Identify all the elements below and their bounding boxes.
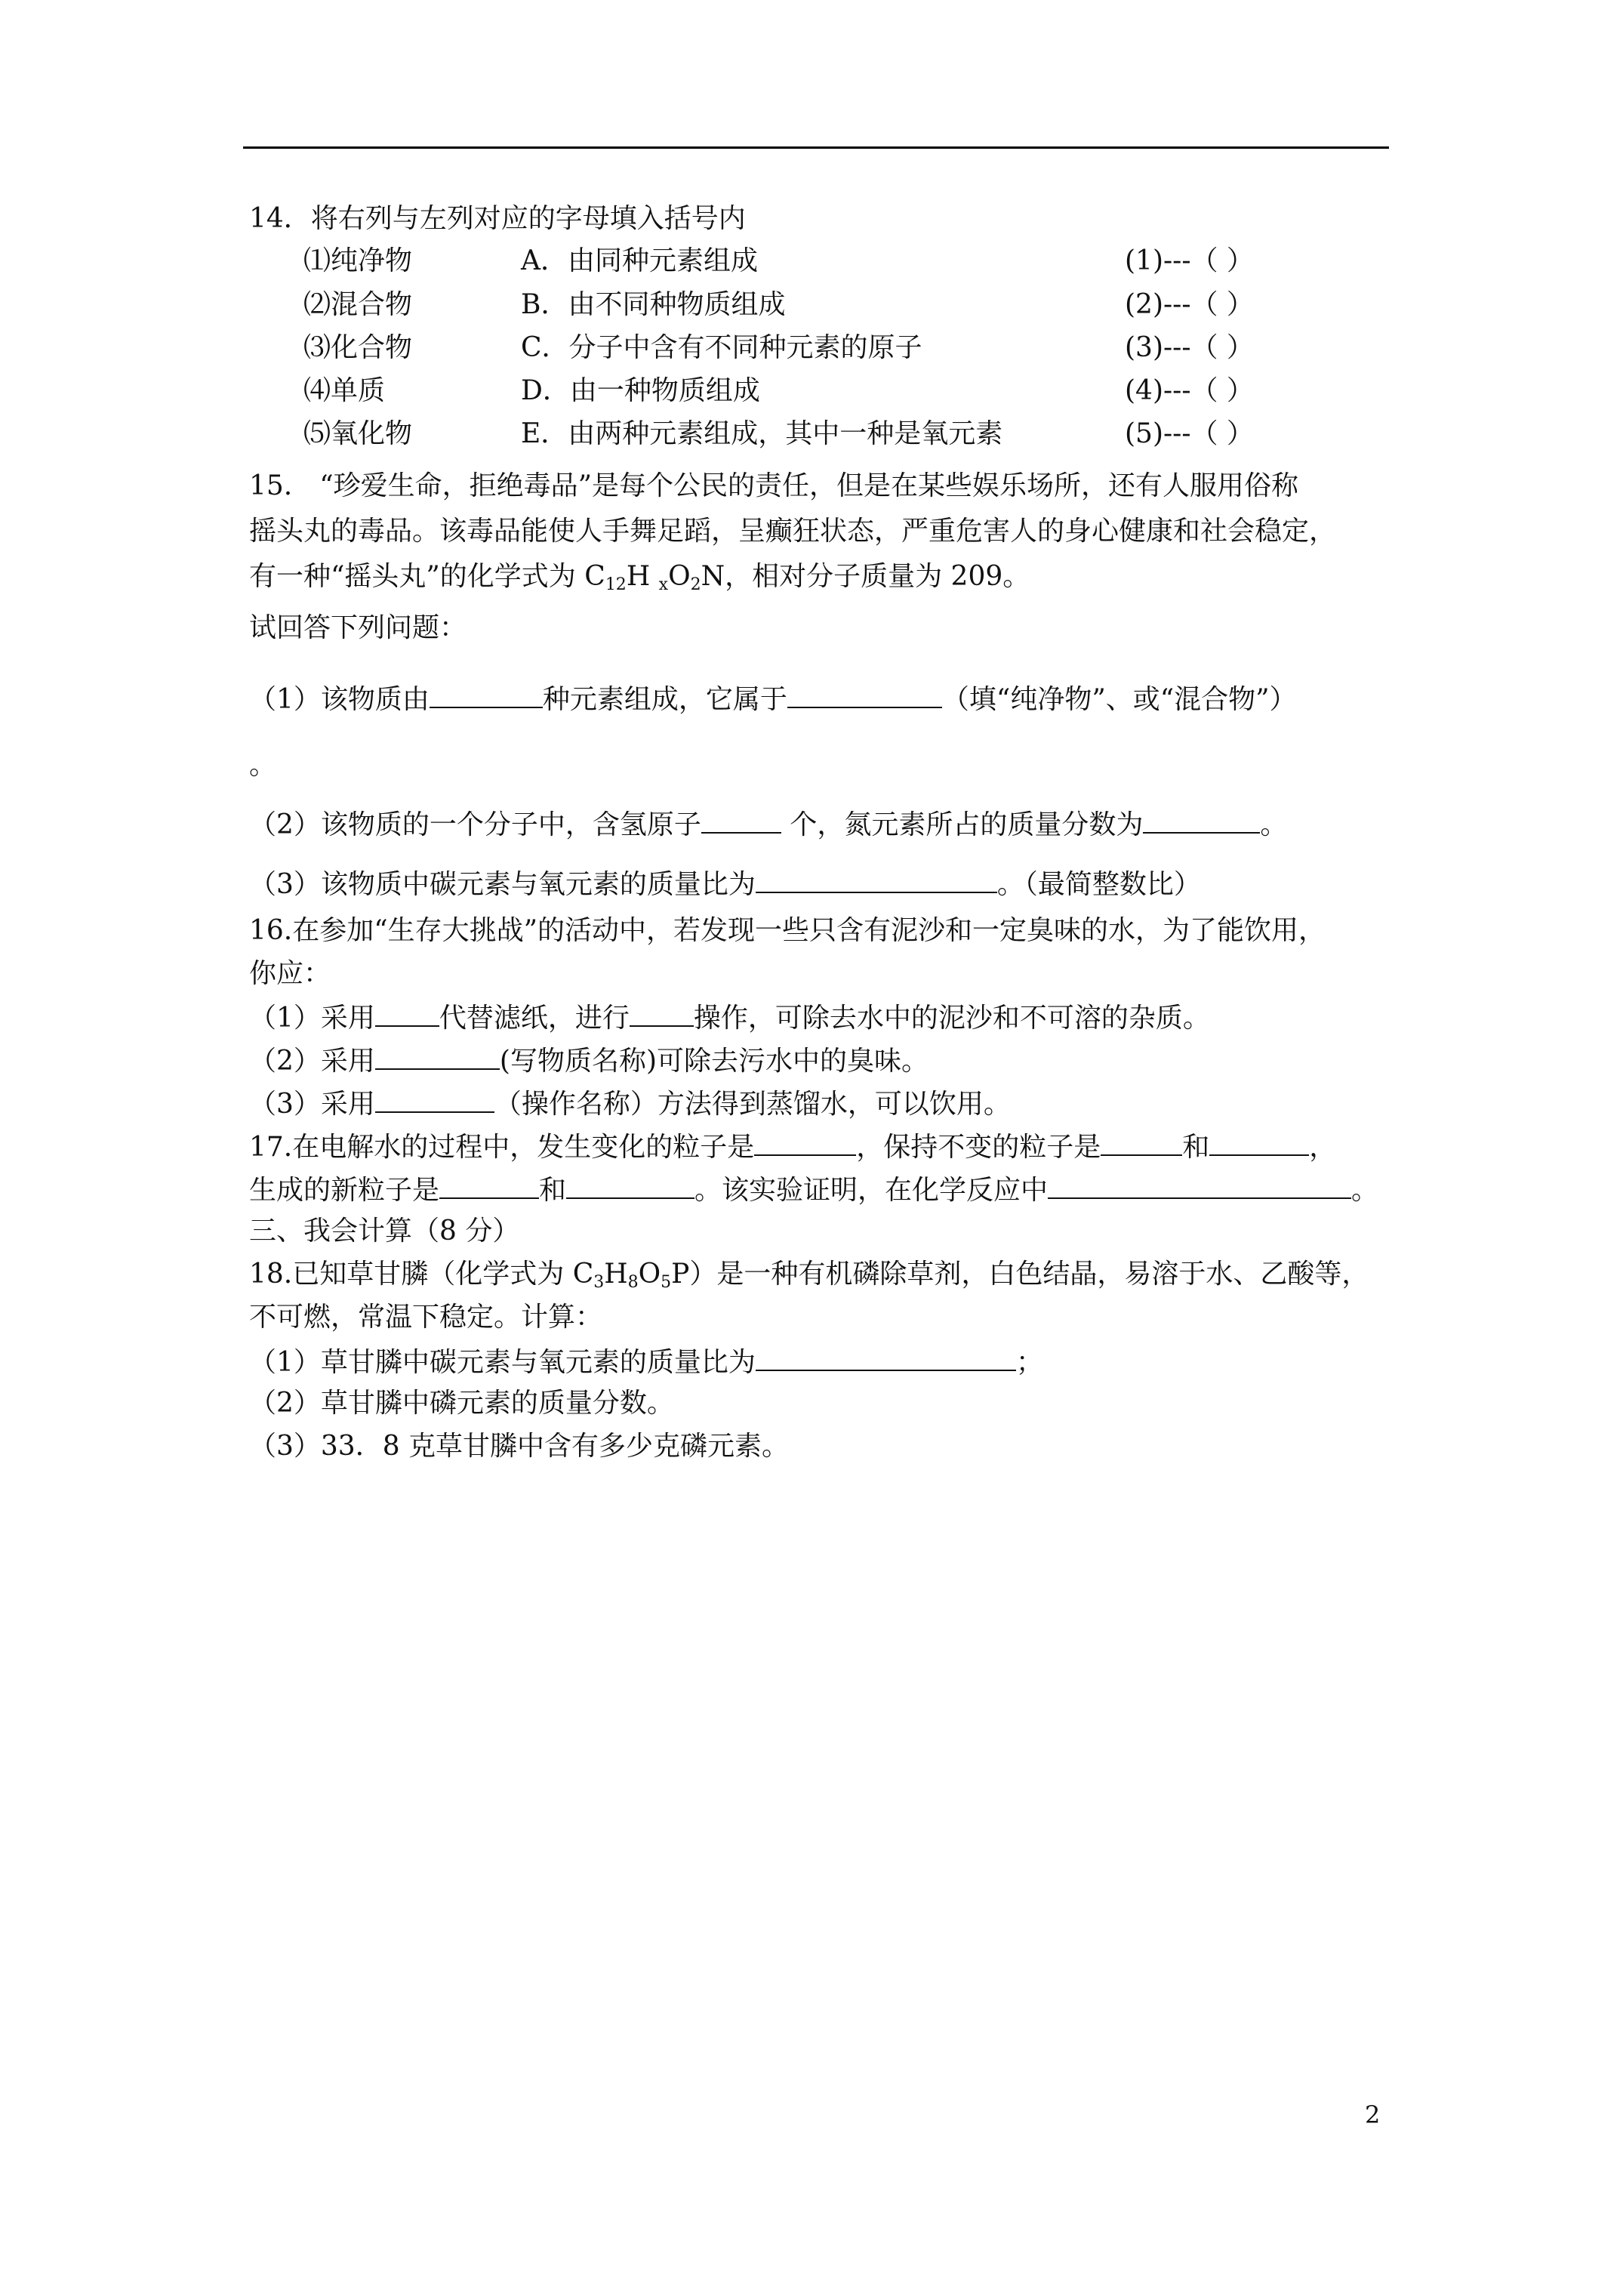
header-rule bbox=[243, 146, 1389, 149]
answer-blank[interactable] bbox=[375, 998, 439, 1027]
q15-line3: 有一种“摇头丸”的化学式为 $C_{12}H$ $_xO_2N$，相对分子质量为 209。 bbox=[249, 561, 1030, 594]
answer-blank[interactable] bbox=[630, 998, 694, 1027]
answer-blank[interactable] bbox=[701, 805, 781, 834]
q14-left-4: ⑷单质 bbox=[303, 375, 386, 406]
q14-right-5: (5)---（ ） bbox=[1125, 418, 1254, 449]
q18-part1: （1）草甘膦中碳元素与氧元素的质量比为 ； bbox=[249, 1342, 1043, 1381]
q14-right-2: (2)---（ ） bbox=[1125, 289, 1254, 320]
answer-blank[interactable] bbox=[566, 1170, 694, 1199]
q16-part3: （3）采用 （操作名称）方法得到蒸馏水，可以饮用。 bbox=[249, 1084, 1011, 1123]
section-heading: 三、我会计算（8 分） bbox=[249, 1216, 520, 1247]
q15-line2: 摇头丸的毒品。该毒品能使人手舞足蹈，呈癫狂状态，严重危害人的身心健康和社会稳定， bbox=[249, 516, 1337, 547]
q18-part2: （2）草甘膦中磷元素的质量分数。 bbox=[249, 1388, 674, 1419]
q16-part1: （1）采用 代替滤纸，进行 操作，可除去水中的泥沙和不可溶的杂质。 bbox=[249, 998, 1210, 1037]
q14-right-1: (1)---（ ） bbox=[1125, 245, 1254, 276]
q14-stem: 14．将右列与左列对应的字母填入括号内 bbox=[249, 203, 746, 234]
answer-blank[interactable] bbox=[756, 864, 997, 893]
q18-line2: 不可燃，常温下稳定。计算： bbox=[249, 1302, 603, 1333]
q14-left-2: ⑵混合物 bbox=[303, 289, 413, 320]
q14-left-3: ⑶化合物 bbox=[303, 332, 413, 363]
q14-right-3: (3)---（ ） bbox=[1125, 332, 1254, 363]
answer-blank[interactable] bbox=[1209, 1127, 1309, 1156]
q18-part3: （3）33．8 克草甘膦中含有多少克磷元素。 bbox=[249, 1431, 790, 1462]
q16-line2: 你应： bbox=[249, 958, 331, 989]
page-number: 2 bbox=[1365, 2100, 1381, 2129]
answer-blank[interactable] bbox=[375, 1084, 494, 1113]
q15-part1-end: 。 bbox=[249, 750, 277, 781]
answer-blank[interactable] bbox=[1101, 1127, 1182, 1156]
answer-blank[interactable] bbox=[1143, 805, 1260, 834]
q16-part2: （2）采用 (写物质名称)可除去污水中的臭味。 bbox=[249, 1041, 929, 1080]
answer-blank[interactable] bbox=[787, 680, 942, 708]
q15-prompt: 试回答下列问题： bbox=[249, 612, 467, 643]
q14-mid-1: A．由同种元素组成 bbox=[521, 245, 758, 276]
q17-line2: 生成的新粒子是 和 。该实验证明，在化学反应中 。 bbox=[249, 1170, 1378, 1209]
q14-left-5: ⑸氧化物 bbox=[303, 418, 413, 449]
q18-line1: 18.已知草甘膦（化学式为 $C_3H_8O_5P$）是一种有机磷除草剂，白色结晶，易溶于水、乙酸等， bbox=[249, 1259, 1369, 1292]
answer-blank[interactable] bbox=[375, 1041, 500, 1070]
q15-part3: （3）该物质中碳元素与氧元素的质量比为 。（最简整数比） bbox=[249, 864, 1201, 903]
answer-blank[interactable] bbox=[756, 1342, 1016, 1371]
q15-line1: 15. “珍爱生命，拒绝毒品”是每个公民的责任，但是在某些娱乐场所，还有人服用俗称 bbox=[249, 470, 1299, 501]
q14-mid-4: D．由一种物质组成 bbox=[521, 375, 760, 406]
q17-line1: 17.在电解水的过程中，发生变化的粒子是 ，保持不变的粒子是 和 ， bbox=[249, 1127, 1336, 1166]
q14-mid-5: E．由两种元素组成，其中一种是氧元素 bbox=[521, 418, 1003, 449]
answer-blank[interactable] bbox=[1048, 1170, 1351, 1199]
answer-blank[interactable] bbox=[754, 1127, 856, 1156]
q14-right-4: (4)---（ ） bbox=[1125, 375, 1254, 406]
q14-mid-2: B．由不同种物质组成 bbox=[521, 289, 786, 320]
q14-mid-3: C．分子中含有不同种元素的原子 bbox=[521, 332, 922, 363]
q15-part2: （2）该物质的一个分子中，含氢原子 个，氮元素所占的质量分数为 。 bbox=[249, 805, 1287, 843]
answer-blank[interactable] bbox=[430, 680, 543, 708]
q14-left-1: ⑴纯净物 bbox=[303, 245, 413, 276]
q15-part1: （1）该物质由 种元素组成，它属于 （填“纯净物”、或“混合物”） bbox=[249, 680, 1297, 718]
answer-blank[interactable] bbox=[439, 1170, 539, 1199]
q16-line1: 16.在参加“生存大挑战”的活动中，若发现一些只含有泥沙和一定臭味的水，为了能饮用， bbox=[249, 915, 1326, 946]
